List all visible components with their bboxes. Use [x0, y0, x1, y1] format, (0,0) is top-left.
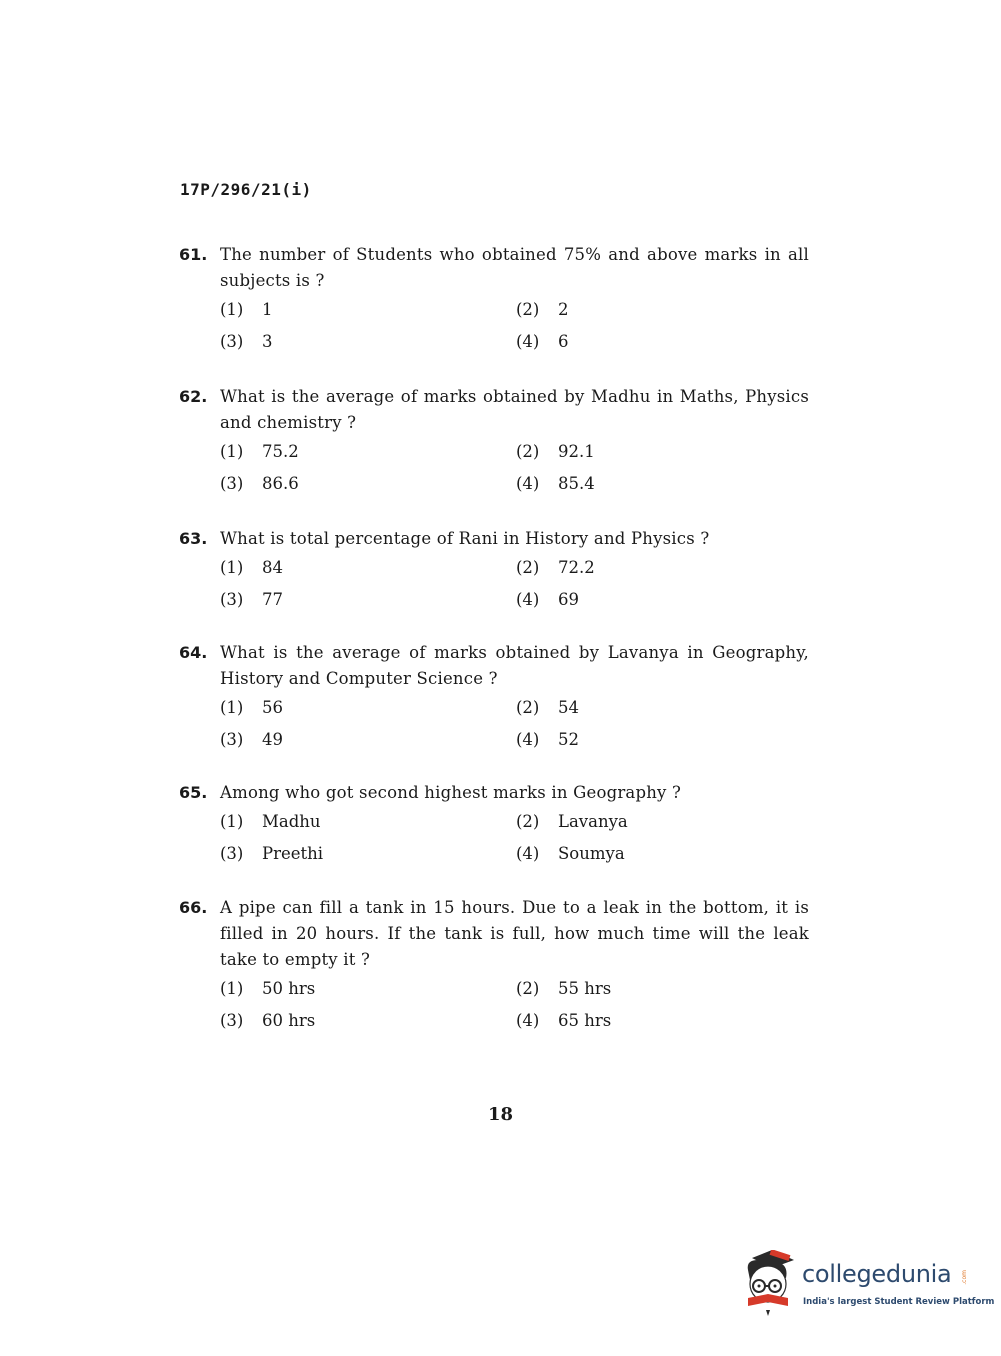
option-3	[220, 330, 516, 354]
option-text: 77	[262, 590, 283, 609]
question-text: Among who got second highest marks in Geography ?	[220, 783, 682, 802]
option-label: (2)	[516, 812, 540, 831]
option-2	[516, 810, 776, 834]
question-number: 61.	[179, 245, 208, 264]
question-63	[179, 526, 809, 612]
option-label: (1)	[220, 698, 244, 717]
option-4	[516, 330, 776, 354]
option-label: (3)	[220, 474, 244, 493]
option-label: (1)	[220, 979, 244, 998]
option-label: (2)	[516, 300, 540, 319]
option-text: 86.6	[262, 474, 299, 493]
option-2	[516, 298, 776, 322]
option-text: Madhu	[262, 812, 321, 831]
option-text: 75.2	[262, 442, 299, 461]
option-1	[220, 810, 516, 834]
option-list	[220, 977, 809, 1033]
question-number: 64.	[179, 643, 208, 662]
option-label: (4)	[516, 1011, 540, 1030]
brand-suffix: .com	[961, 1270, 968, 1285]
option-4	[516, 1009, 776, 1033]
option-label: (4)	[516, 730, 540, 749]
mascot-logo-icon	[742, 1250, 802, 1316]
option-text: 54	[558, 698, 579, 717]
option-1	[220, 696, 516, 720]
question-text: What is total percentage of Rani in History and Physics ?	[220, 529, 710, 548]
question-text: What is the average of marks obtained by Lavanya in Geography, History and Computer Science ?	[220, 643, 809, 688]
option-label: (1)	[220, 558, 244, 577]
question-number: 63.	[179, 529, 208, 548]
option-label: (2)	[516, 558, 540, 577]
option-3	[220, 472, 516, 496]
option-text: 56	[262, 698, 283, 717]
collegedunia-watermark	[742, 1250, 995, 1320]
option-label: (3)	[220, 590, 244, 609]
brand-name: collegedunia	[802, 1260, 952, 1288]
option-text: 84	[262, 558, 283, 577]
option-text: Soumya	[558, 844, 625, 863]
option-3	[220, 728, 516, 752]
option-label: (1)	[220, 300, 244, 319]
question-text: A pipe can fill a tank in 15 hours. Due to a leak in the bottom, it is filled in 20 hours. If the tank is full, how much time will the leak take to empty it ?	[220, 898, 809, 969]
option-3	[220, 588, 516, 612]
option-text: 60 hrs	[262, 1011, 316, 1030]
question-number: 66.	[179, 898, 208, 917]
question-text: What is the average of marks obtained by Madhu in Maths, Physics and chemistry ?	[220, 387, 809, 432]
option-text: 50 hrs	[262, 979, 316, 998]
option-text: 49	[262, 730, 283, 749]
question-number: 62.	[179, 387, 208, 406]
option-text: Preethi	[262, 844, 324, 863]
option-4	[516, 472, 776, 496]
option-text: 52	[558, 730, 579, 749]
option-list	[220, 440, 809, 496]
option-2	[516, 977, 776, 1001]
option-list	[220, 556, 809, 612]
option-label: (1)	[220, 812, 244, 831]
option-label: (4)	[516, 590, 540, 609]
option-2	[516, 696, 776, 720]
option-2	[516, 440, 776, 464]
option-list	[220, 696, 809, 752]
question-61	[179, 242, 809, 354]
option-text: 92.1	[558, 442, 595, 461]
option-4	[516, 728, 776, 752]
question-66	[179, 895, 809, 1033]
option-3	[220, 842, 516, 866]
option-1	[220, 556, 516, 580]
option-text: 55 hrs	[558, 979, 612, 998]
question-65	[179, 780, 809, 866]
option-4	[516, 588, 776, 612]
option-text: 1	[262, 300, 273, 319]
option-text: 2	[558, 300, 569, 319]
option-label: (2)	[516, 442, 540, 461]
option-label: (4)	[516, 332, 540, 351]
brand-tagline: India's largest Student Review Platform	[803, 1297, 995, 1307]
option-text: 72.2	[558, 558, 595, 577]
option-text: 65 hrs	[558, 1011, 612, 1030]
option-4	[516, 842, 776, 866]
option-text: 3	[262, 332, 273, 351]
option-list	[220, 810, 809, 866]
option-3	[220, 1009, 516, 1033]
option-1	[220, 298, 516, 322]
option-label: (2)	[516, 979, 540, 998]
question-64	[179, 640, 809, 752]
option-1	[220, 977, 516, 1001]
option-label: (1)	[220, 442, 244, 461]
option-2	[516, 556, 776, 580]
question-62	[179, 384, 809, 496]
option-text: 6	[558, 332, 569, 351]
option-label: (4)	[516, 474, 540, 493]
page-number: 18	[487, 1104, 514, 1125]
option-label: (4)	[516, 844, 540, 863]
option-label: (3)	[220, 1011, 244, 1030]
option-label: (3)	[220, 730, 244, 749]
option-label: (2)	[516, 698, 540, 717]
question-number: 65.	[179, 783, 208, 802]
paper-code: 17P/296/21(i)	[180, 180, 312, 199]
option-text: 69	[558, 590, 579, 609]
option-label: (3)	[220, 844, 244, 863]
option-list	[220, 298, 809, 354]
option-label: (3)	[220, 332, 244, 351]
option-text: 85.4	[558, 474, 595, 493]
option-text: Lavanya	[558, 812, 628, 831]
question-text: The number of Students who obtained 75% and above marks in all subjects is ?	[220, 245, 809, 290]
option-1	[220, 440, 516, 464]
